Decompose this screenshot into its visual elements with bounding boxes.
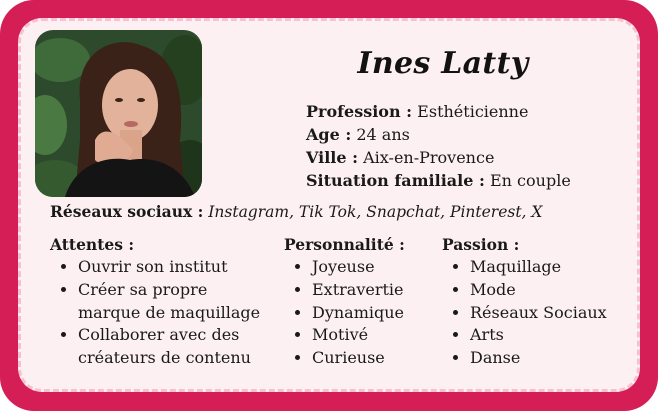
list-item: • Collaborer avec des créateurs de contenu [78,324,270,370]
city-label: Ville : [306,148,359,167]
profession-row [306,100,571,123]
status-value: En couple [489,171,571,190]
passion-list [442,256,642,370]
list-item: • Dynamique [312,302,434,325]
status-label: Situation familiale : [306,171,485,190]
profession-label: Profession : [306,102,413,121]
expectations-title: Attentes : [50,235,135,254]
persona-name: Ines Latty [357,46,529,81]
social-value: Instagram, Tik Tok, Snapchat, Pinterest, X [208,203,543,221]
status-row [306,169,571,192]
age-row [306,123,571,146]
city-value: Aix-en-Provence [363,148,495,167]
expectations-list [50,256,270,370]
passion-section [442,234,642,370]
list-item: • Curieuse [312,347,434,370]
list-item: • Maquillage [470,256,642,279]
list-item: • Ouvrir son institut [78,256,270,279]
list-item: • Extravertie [312,279,434,302]
list-item: • Motivé [312,324,434,347]
passion-title: Passion : [442,235,520,254]
persona-details [306,100,571,192]
list-item: • Mode [470,279,642,302]
social-label: Réseaux sociaux : [50,202,204,221]
personality-list [284,256,434,370]
profession-value: Esthéticienne [417,102,529,121]
list-item: • Joyeuse [312,256,434,279]
list-item: • Créer sa propre marque de maquillage [78,279,270,325]
list-item: • Danse [470,347,642,370]
list-item: • Arts [470,324,642,347]
profile-photo [35,30,202,197]
city-row [306,146,571,169]
personality-title: Personnalité : [284,235,405,254]
age-label: Age : [306,125,352,144]
social-networks [50,201,542,223]
list-item: • Réseaux Sociaux [470,302,642,325]
age-value: 24 ans [356,125,410,144]
expectations-section [50,234,270,370]
personality-section [284,234,434,370]
